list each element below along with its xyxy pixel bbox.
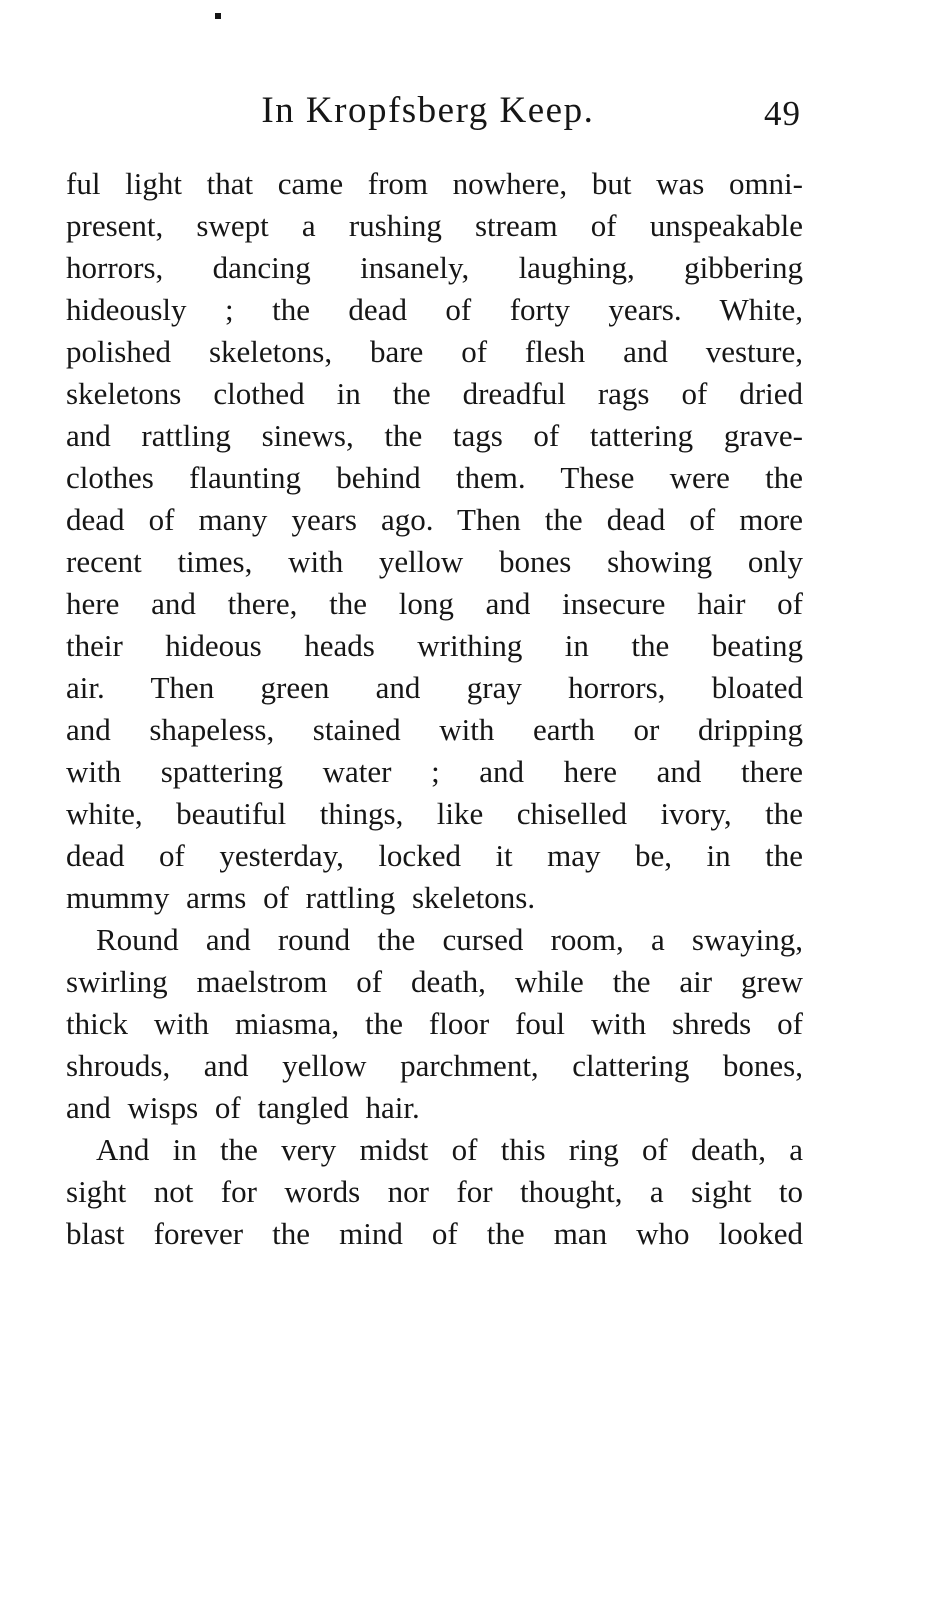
text-line: and rattling sinews, the tags of tattering grave- bbox=[66, 418, 803, 453]
text-line: blast forever the mind of the man who looked bbox=[66, 1216, 803, 1251]
paragraph-3 bbox=[66, 1129, 803, 1255]
text-line: mummy arms of rattling skeletons. bbox=[66, 880, 536, 915]
body-text bbox=[66, 163, 803, 1255]
text-line: Round and round the cursed room, a swaying, bbox=[96, 922, 803, 957]
text-line: shrouds, and yellow parchment, clattering bones, bbox=[66, 1048, 803, 1083]
text-line: with spattering water ; and here and there bbox=[66, 754, 803, 789]
text-line: ful light that came from nowhere, but was omni- bbox=[66, 166, 803, 201]
text-line: thick with miasma, the floor foul with shreds of bbox=[66, 1006, 803, 1041]
ink-speck bbox=[215, 13, 221, 19]
paragraph-1 bbox=[66, 163, 803, 919]
text-line: and wisps of tangled hair. bbox=[66, 1090, 420, 1125]
text-line: present, swept a rushing stream of unspeakable bbox=[66, 208, 803, 243]
text-line: polished skeletons, bare of flesh and vesture, bbox=[66, 334, 803, 369]
text-line: skeletons clothed in the dreadful rags of dried bbox=[66, 376, 803, 411]
text-line: swirling maelstrom of death, while the air grew bbox=[66, 964, 803, 999]
text-line: white, beautiful things, like chiselled ivory, the bbox=[66, 796, 803, 831]
text-line: dead of yesterday, locked it may be, in the bbox=[66, 838, 803, 873]
text-line: and shapeless, stained with earth or dripping bbox=[66, 712, 803, 747]
paragraph-2 bbox=[66, 919, 803, 1129]
text-line: their hideous heads writhing in the beating bbox=[66, 628, 803, 663]
page-number: 49 bbox=[764, 94, 801, 133]
text-line: And in the very midst of this ring of death, a bbox=[96, 1132, 803, 1167]
text-line: here and there, the long and insecure hair of bbox=[66, 586, 803, 621]
text-line: sight not for words nor for thought, a sight to bbox=[66, 1174, 803, 1209]
text-line: hideously ; the dead of forty years. White, bbox=[66, 292, 803, 327]
text-line: horrors, dancing insanely, laughing, gibbering bbox=[66, 250, 803, 285]
text-line: clothes flaunting behind them. These were the bbox=[66, 460, 803, 495]
text-line: recent times, with yellow bones showing only bbox=[66, 544, 803, 579]
running-title: In Kropfsberg Keep. bbox=[261, 90, 595, 131]
text-line: air. Then green and gray horrors, bloated bbox=[66, 670, 803, 705]
text-line: dead of many years ago. Then the dead of more bbox=[66, 502, 803, 537]
running-head bbox=[66, 86, 803, 138]
